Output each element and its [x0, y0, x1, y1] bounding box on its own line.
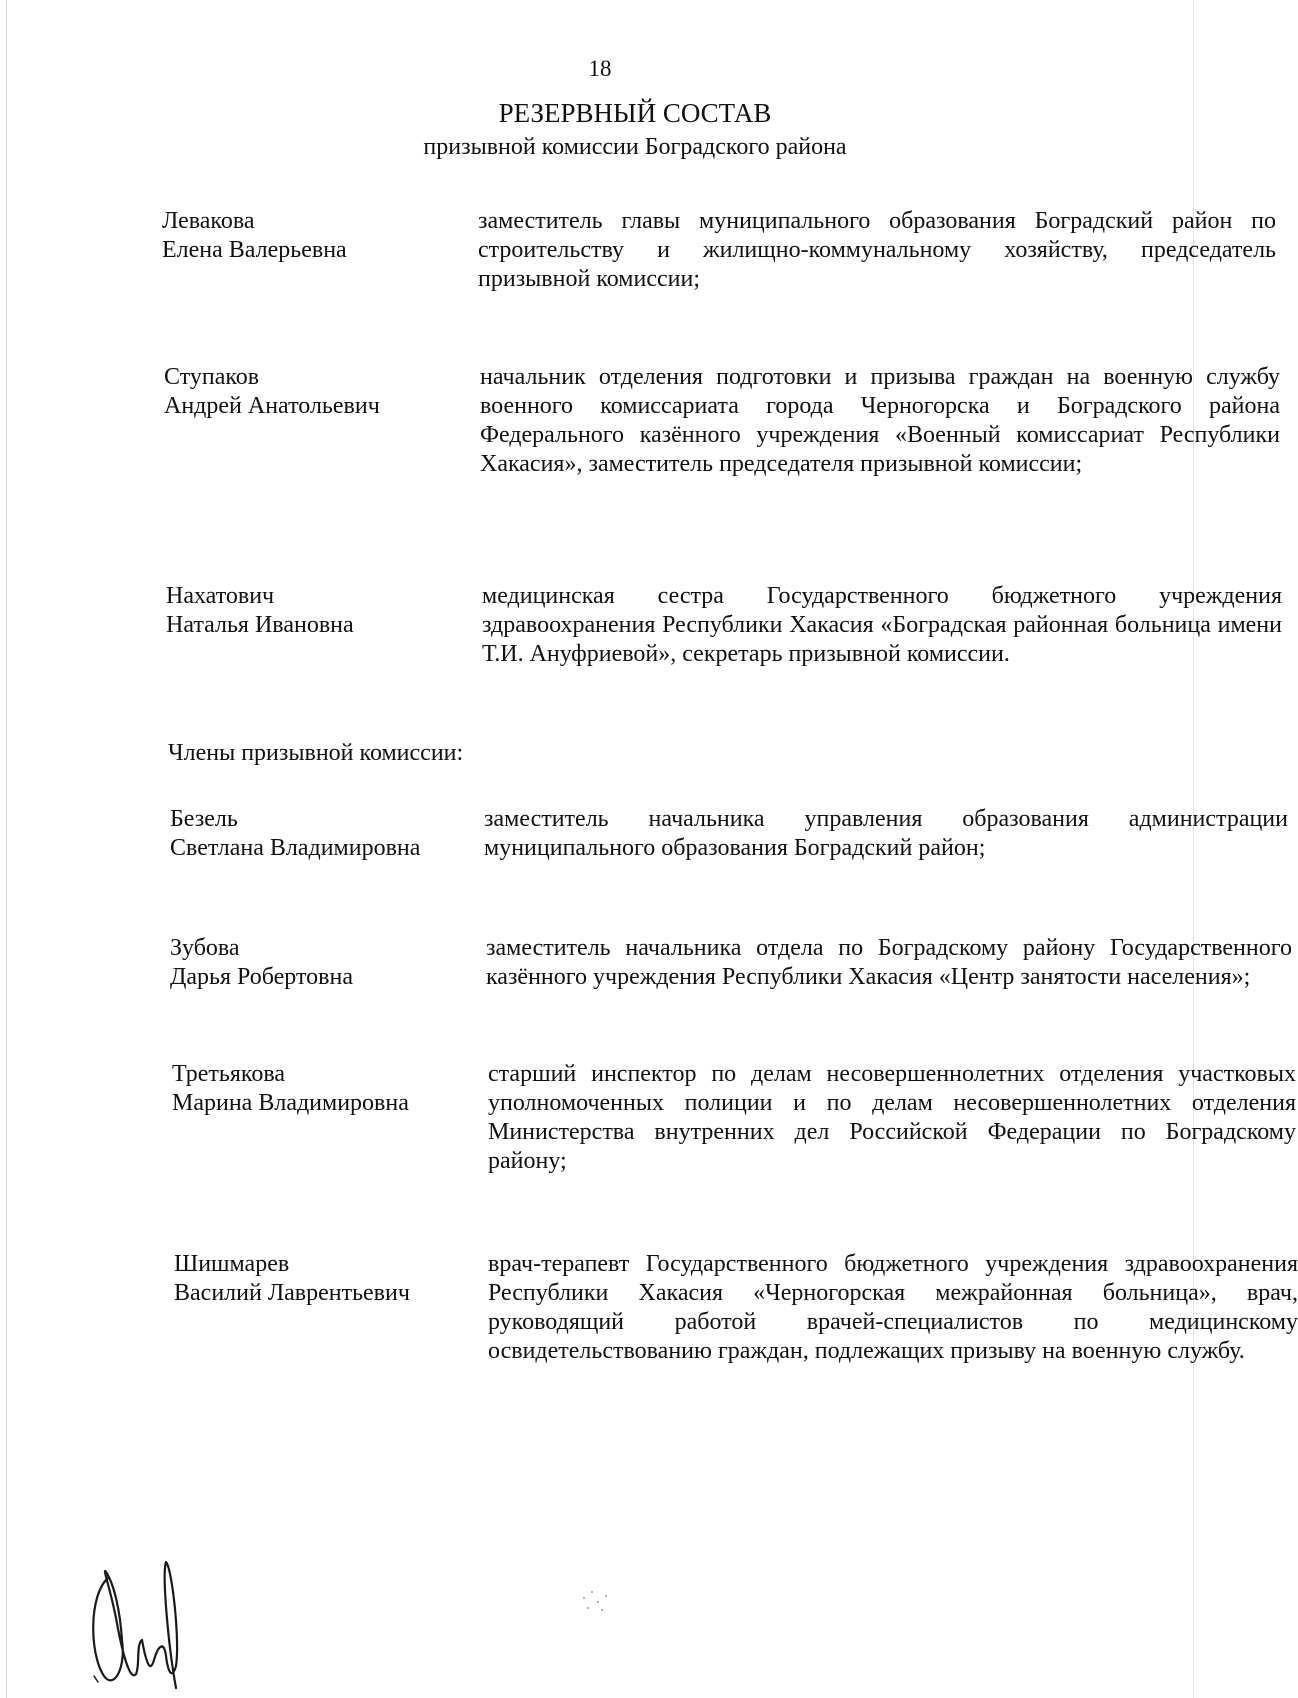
document-subtitle: призывной комиссии Боградского района: [423, 134, 847, 160]
person-name: [166, 582, 456, 640]
members-heading: Члены призывной комиссии:: [168, 740, 464, 766]
person-name: [170, 934, 460, 992]
scan-noise: [578, 1588, 618, 1618]
page-number: 18: [588, 56, 612, 81]
person-name: [170, 805, 460, 863]
person-given-names: Василий Лаврентьевич: [174, 1280, 410, 1306]
person-position: медицинская сестра Государственного бюджетного учреждения здравоохранения Республики Хакасия «Боградская районная больница имени Т.И. Ануфриевой», секретарь призывной комиссии.: [482, 583, 1282, 667]
person-name: [172, 1060, 462, 1118]
person-position: заместитель начальника управления образования администрации муниципального образования Боградский район;: [484, 806, 1288, 861]
person-name: [174, 1250, 464, 1308]
person-position: врач-терапевт Государственного бюджетного учреждения здравоохранения Республики Хакасия «Черногорская межрайонная больница», врач, руководящий работой врачей-специалистов по медицинскому освидетельствованию граждан, подлежащих призыву на военную службу.: [488, 1251, 1298, 1364]
person-position: старший инспектор по делам несовершеннолетних отделения участковых уполномоченных полиции и по делам несовершеннолетних отделения Министерства внутренних дел Российской Федерации по Боградскому району;: [488, 1061, 1296, 1174]
document-title: РЕЗЕРВНЫЙ СОСТАВ: [498, 98, 772, 128]
person-name: [162, 207, 452, 265]
person-position: заместитель главы муниципального образования Боградский район по строительству и жилищно-коммунальному хозяйству, председатель призывной комиссии;: [478, 208, 1276, 292]
scan-edge-left: [6, 0, 7, 1698]
person-surname: Шишмарев: [174, 1251, 290, 1277]
person-given-names: Андрей Анатольевич: [164, 393, 380, 419]
person-position: начальник отделения подготовки и призыва граждан на военную службу военного комиссариата города Черногорска и Боградского района Федерального казённого учреждения «Военный комиссариат Республики Хакасия», заместитель председателя призывной комиссии;: [480, 364, 1280, 477]
person-surname: Третьякова: [172, 1061, 285, 1087]
person-surname: Левакова: [162, 208, 255, 234]
person-surname: Ступаков: [164, 364, 260, 390]
person-given-names: Светлана Владимировна: [170, 835, 421, 861]
person-position: заместитель начальника отдела по Боградскому району Государственного казённого учреждения Республики Хакасия «Центр занятости населения»;: [486, 935, 1292, 990]
person-surname: Зубова: [170, 935, 240, 961]
person-given-names: Дарья Робертовна: [170, 964, 353, 990]
person-given-names: Наталья Ивановна: [166, 612, 354, 638]
signature-mark: [80, 1548, 190, 1698]
person-given-names: Марина Владимировна: [172, 1090, 409, 1116]
person-surname: Нахатович: [166, 583, 275, 609]
person-given-names: Елена Валерьевна: [162, 237, 347, 263]
person-name: [164, 363, 454, 421]
person-surname: Безель: [170, 806, 238, 832]
